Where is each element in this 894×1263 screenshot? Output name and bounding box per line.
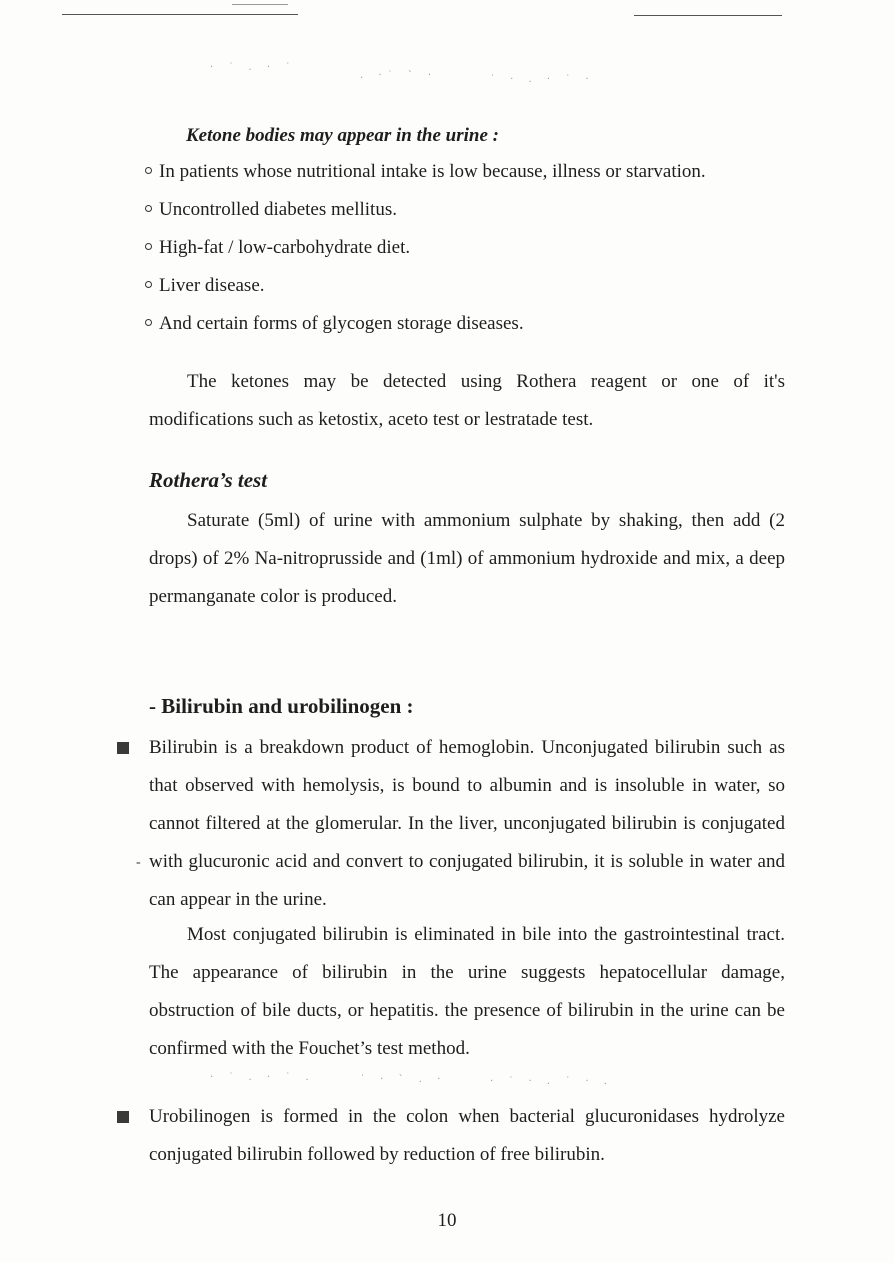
list-item: In patients whose nutritional intake is low because, illness or starvation. (145, 160, 706, 198)
scan-noise: · ˙ · . ˙ · . (490, 1076, 613, 1087)
bilirubin-paragraph-2: Most conjugated bilirubin is eliminated in bile into the gastrointestinal tract. The appearance of bilirubin in the urine suggests hepatocellular damage, obstruction of bile ducts, or hepatitis. the presence of bilirubin in the urine can be confirmed with the Fouchet’s test method. (149, 924, 785, 1059)
square-bullet-icon (117, 1111, 129, 1123)
circle-bullet-icon (145, 167, 152, 174)
urobilinogen-paragraph: Urobilinogen is formed in the colon when bacterial glucuronidases hydrolyze conjugated bilirubin followed by reduction of free bilirubin. (149, 1106, 785, 1165)
ketone-causes-list (145, 160, 706, 350)
header-rule-right (634, 15, 782, 16)
list-item: High-fat / low-carbohydrate diet. (145, 236, 706, 274)
list-item: Liver disease. (145, 274, 706, 312)
list-item: And certain forms of glycogen storage diseases. (145, 312, 706, 350)
square-bullet-icon (117, 742, 129, 754)
ketone-heading: Ketone bodies may appear in the urine : (186, 125, 499, 146)
bilirubin-heading: - Bilirubin and urobilinogen : (149, 694, 414, 718)
scan-noise: . ·˙ ` · (360, 70, 438, 81)
bilirubin-paragraph-1: Bilirubin is a breakdown product of hemoglobin. Unconjugated bilirubin such as that observed with hemolysis, is bound to albumin and is insoluble in water, so cannot filtered at the glomerular. In the liver, unconjugated bilirubin is conjugated with glucuronic acid and convert to conjugated bilirubin, it is soluble in water and can appear in the urine. (149, 737, 785, 910)
scan-noise: ˙ · ` . · (360, 1074, 447, 1085)
rothera-heading: Rothera’s test (149, 468, 268, 492)
margin-mark: - (136, 855, 141, 870)
scan-noise: · ˙ . · ˙ . (210, 1072, 315, 1083)
circle-bullet-icon (145, 319, 152, 326)
list-item: Uncontrolled diabetes mellitus. (145, 198, 706, 236)
header-rule-left-faint (232, 4, 288, 5)
circle-bullet-icon (145, 243, 152, 250)
page-number: 10 (437, 1210, 457, 1231)
scan-noise: · ˙ . · ˙ (210, 62, 297, 73)
rothera-paragraph: Saturate (5ml) of urine with ammonium sulphate by shaking, then add (2 drops) of 2% Na-nitroprusside and (1ml) of ammonium hydroxide and mix, a deep permanganate color is produced. (149, 510, 785, 607)
scan-noise: ˙ · . · ˙ · (490, 74, 595, 85)
circle-bullet-icon (145, 205, 152, 212)
ketone-detection-paragraph: The ketones may be detected using Rothera reagent or one of it's modifications such as ketostix, aceto test or lestratade test. (149, 371, 785, 430)
header-rule-left (62, 14, 298, 15)
circle-bullet-icon (145, 281, 152, 288)
